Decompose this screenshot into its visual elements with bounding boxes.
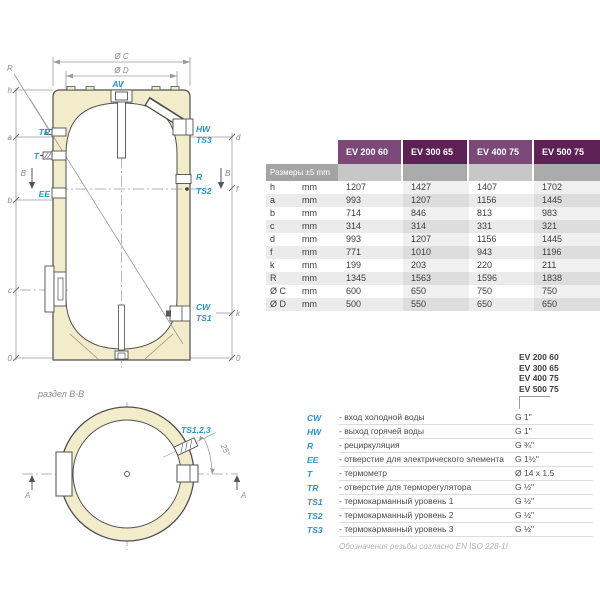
legend-thread: G 1½" (515, 453, 593, 467)
ts2-label: TS2 (196, 186, 212, 196)
value-cell: 650 (534, 298, 600, 311)
legend-model: EV 400 75 (519, 373, 559, 383)
value-cell: 1427 (403, 181, 469, 194)
r-port (176, 175, 191, 184)
value-cell: 750 (477, 286, 493, 296)
section-b-left-label: B (20, 169, 26, 178)
legend-code: T (307, 469, 313, 479)
ts3-label: TS3 (196, 135, 212, 145)
value-cell: 1207 (403, 194, 469, 207)
unit-cell: mm (302, 221, 317, 231)
value-cell: 1445 (534, 194, 600, 207)
legend-model: EV 500 75 (519, 383, 559, 394)
thread-standard-note: Обозначения резьбы согласно EN ISO 228-1! (339, 542, 508, 551)
unit-cell: mm (302, 195, 317, 205)
value-cell: 600 (346, 286, 362, 296)
legend-models-bracket (519, 396, 550, 409)
value-cell: 1010 (403, 246, 469, 259)
table-row (266, 194, 600, 207)
av-pipe (118, 101, 126, 158)
value-cell: 650 (403, 285, 469, 298)
legend-code: TS2 (307, 511, 323, 521)
unit-cell: mm (302, 208, 317, 218)
unit-cell: mm (302, 260, 317, 270)
table-row (266, 272, 600, 285)
unit-cell: mm (302, 247, 317, 257)
hw-port (173, 119, 193, 135)
value-cell: 714 (346, 208, 362, 218)
value-cell: 813 (477, 208, 493, 218)
legend-row (307, 467, 593, 481)
legend-row (307, 411, 593, 425)
value-cell: 1345 (346, 273, 367, 283)
legend-thread: G 1" (515, 425, 593, 439)
legend-block (307, 352, 593, 551)
value-cell: 211 (534, 259, 600, 272)
tolerance-row (266, 164, 600, 181)
section-nozzle (177, 465, 198, 482)
legend-desc: - термокарманный уровень 1 (339, 495, 515, 509)
model-column-header: EV 500 75 (534, 140, 600, 164)
section-a-right-label: A (241, 491, 247, 500)
legend-code: CW (307, 413, 322, 423)
dim-a-label: a (7, 133, 12, 142)
value-cell: 983 (534, 207, 600, 220)
tank-front-view-drawing (0, 0, 262, 382)
value-cell: 1702 (534, 181, 600, 194)
unit-cell: mm (302, 234, 317, 244)
dim-f-label: f (236, 185, 239, 194)
legend-models-list (519, 352, 593, 394)
dim-b-label: b (7, 196, 12, 205)
dim-d-label: d (236, 133, 241, 142)
value-cell: 1156 (477, 234, 497, 244)
section-title: раздел B-B (38, 389, 85, 399)
value-cell: 993 (346, 234, 362, 244)
param-cell: c (270, 221, 275, 231)
legend-model: EV 200 60 (519, 352, 559, 362)
section-a-left-label: A (25, 491, 31, 500)
ts1-label: TS1 (196, 313, 212, 323)
table-row (266, 207, 600, 220)
legend-desc: - термокарманный уровень 3 (339, 523, 515, 537)
param-cell: k (270, 260, 275, 270)
param-cell: d (270, 234, 276, 244)
table-row (266, 285, 600, 298)
legend-desc: - термометр (339, 467, 515, 481)
param-cell: b (270, 208, 276, 218)
param-cell: a (270, 195, 276, 205)
table-row (266, 246, 600, 259)
legend-code: TS3 (307, 525, 323, 535)
section-b-right-label: B (225, 169, 231, 178)
ee-port (52, 188, 66, 198)
value-cell: 1445 (534, 233, 600, 246)
param-cell: Ø D (270, 299, 287, 309)
hw-label: HW (196, 124, 211, 134)
value-cell: 943 (477, 247, 493, 257)
section-b-b-drawing (20, 385, 255, 590)
dim-od-label: Ø D (114, 66, 129, 75)
unit-cell: mm (302, 182, 317, 192)
legend-thread: G ½" (515, 523, 593, 537)
legend-row (307, 509, 593, 523)
angle-label: 25° (218, 442, 232, 458)
legend-thread: G ½" (515, 495, 593, 509)
unit-cell: mm (302, 286, 317, 296)
dim-c-label: c (8, 286, 12, 295)
value-cell: 314 (403, 220, 469, 233)
value-cell: 1407 (477, 182, 498, 192)
unit-cell: mm (302, 273, 317, 283)
tr-port (52, 128, 66, 136)
dimensions-table (266, 140, 600, 311)
param-cell: h (270, 182, 276, 192)
legend-thread: G ½" (515, 481, 593, 495)
legend-row (307, 523, 593, 537)
t-label: T (33, 151, 39, 161)
table-row (266, 298, 600, 311)
value-cell: 650 (477, 299, 493, 309)
table-row (266, 220, 600, 233)
legend-desc: - выход горячей воды (339, 425, 515, 439)
legend-row (307, 481, 593, 495)
table-row (266, 259, 600, 272)
value-cell: 846 (403, 207, 469, 220)
value-cell: 314 (346, 221, 362, 231)
param-cell: f (270, 247, 273, 257)
section-flange (56, 452, 72, 496)
value-cell: 1196 (534, 246, 600, 259)
legend-row (307, 453, 593, 467)
legend-desc: - отверстие для электрического элемента (339, 453, 515, 467)
ee-label: EE (38, 189, 50, 199)
dim-zero-left-label: 0 (7, 354, 12, 363)
bottom-pipe (119, 305, 125, 350)
model-column-header: EV 400 75 (469, 140, 534, 164)
value-cell: 220 (477, 260, 493, 270)
dim-oc-label: Ø C (114, 52, 129, 61)
value-cell: 1563 (403, 272, 469, 285)
value-cell: 1156 (477, 195, 497, 205)
value-cell: 750 (534, 285, 600, 298)
legend-desc: - отверстие для терморегулятора (339, 481, 515, 495)
legend-code: TS1 (307, 497, 323, 507)
tr-label: TR (38, 127, 50, 137)
value-cell: 771 (346, 247, 362, 257)
value-cell: 550 (403, 298, 469, 311)
legend-thread: G ¾" (515, 439, 593, 453)
model-column-header: EV 200 60 (338, 140, 403, 164)
value-cell: 1207 (403, 233, 469, 246)
value-cell: 1207 (346, 182, 367, 192)
value-cell: 331 (477, 221, 493, 231)
legend-row (307, 495, 593, 509)
legend-row (307, 425, 593, 439)
tolerance-label: Размеры ±5 mm (266, 164, 338, 181)
flange (45, 266, 54, 312)
legend-desc: - рециркуляция (339, 439, 515, 453)
param-cell: Ø C (270, 286, 287, 296)
table-row (266, 233, 600, 246)
legend-thread: G 1" (515, 411, 593, 425)
cw-label: CW (196, 302, 211, 312)
dimensions-table-header (266, 140, 600, 164)
t-port (52, 151, 66, 160)
legend-code: EE (307, 455, 319, 465)
value-cell: 500 (346, 299, 362, 309)
param-cell: R (270, 273, 277, 283)
r-label: R (196, 172, 203, 182)
legend-code: HW (307, 427, 322, 437)
dim-r-label: R (7, 64, 13, 73)
legend-thread: Ø 14 x 1.5 (515, 467, 593, 481)
av-label: AV (112, 79, 124, 89)
unit-cell: mm (302, 299, 317, 309)
value-cell: 321 (534, 220, 600, 233)
ts123-label: TS1,2,3 (181, 425, 211, 435)
value-cell: 993 (346, 195, 362, 205)
legend-desc: - термокарманный уровень 2 (339, 509, 515, 523)
legend-row (307, 439, 593, 453)
value-cell: 1838 (534, 272, 600, 285)
model-column-header: EV 300 65 (403, 140, 469, 164)
cw-port (170, 306, 190, 321)
value-cell: 203 (403, 259, 469, 272)
dim-zero-right-label: 0 (236, 354, 241, 363)
legend-code: R (307, 441, 314, 451)
legend-desc: - вход холодной воды (339, 411, 515, 425)
value-cell: 199 (346, 260, 362, 270)
legend-model: EV 300 65 (519, 362, 559, 373)
legend-code: TR (307, 483, 319, 493)
dim-h-label: h (7, 86, 12, 95)
table-row (266, 181, 600, 194)
legend-thread: G ½" (515, 509, 593, 523)
dim-k-label: k (236, 309, 240, 318)
value-cell: 1596 (477, 273, 498, 283)
